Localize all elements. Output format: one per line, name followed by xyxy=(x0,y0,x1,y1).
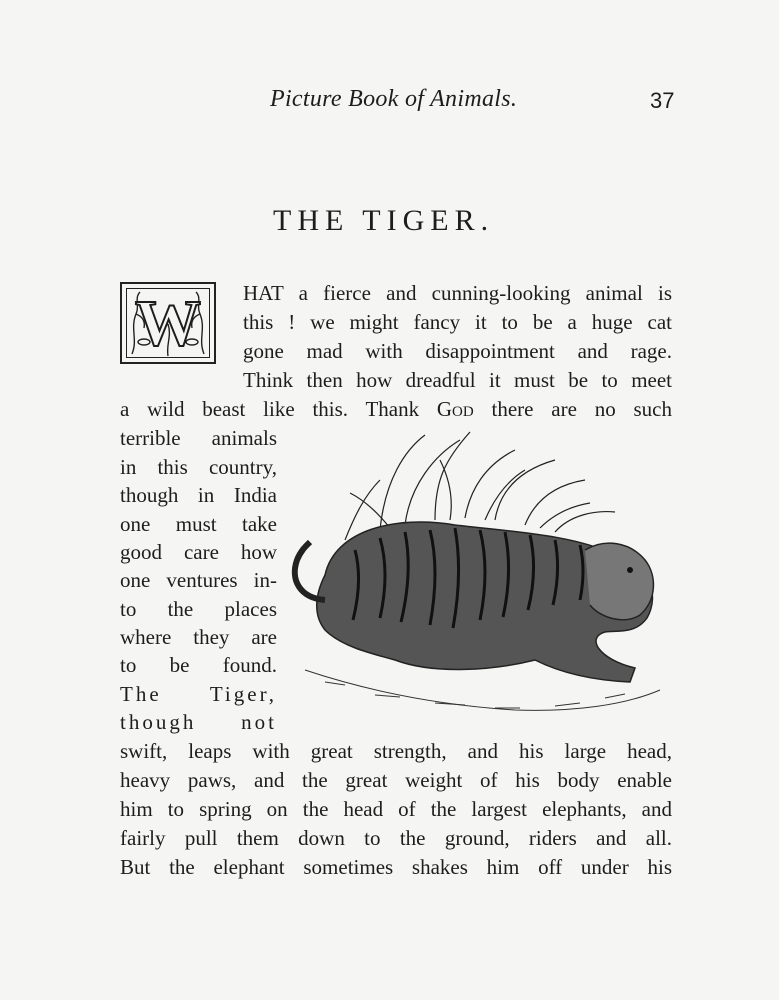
dropcap-letter: W xyxy=(135,287,201,360)
body-line: to be found. xyxy=(120,653,277,677)
body-line: terrible animals xyxy=(120,426,277,450)
body-line: gone mad with disappointment and rage. xyxy=(243,339,672,363)
body-line: though not xyxy=(120,710,277,734)
body-line: one must take xyxy=(120,512,277,536)
body-line: The Tiger, xyxy=(120,682,277,706)
body-line: good care how xyxy=(120,540,277,564)
body-line: one ventures in- xyxy=(120,568,277,592)
body-line: to the places xyxy=(120,597,277,621)
body-line: where they are xyxy=(120,625,277,649)
dropcap xyxy=(120,282,216,364)
body-line: this ! we might fancy it to be a huge cat xyxy=(243,310,672,334)
body-line: swift, leaps with great strength, and his large head, xyxy=(120,739,672,763)
article-title: THE TIGER. xyxy=(273,204,495,237)
page-number: 37 xyxy=(650,88,675,113)
body-line: Think then how dreadful it must be to meet xyxy=(243,368,672,392)
tiger-engraving-icon xyxy=(285,420,670,725)
body-line: HAT a fierce and cunning-looking animal is xyxy=(243,281,672,305)
body-text: there are no such xyxy=(473,397,672,421)
body-line: But the elephant sometimes shakes him off under his xyxy=(120,855,672,879)
body-line: him to spring on the head of the largest elephants, and xyxy=(120,797,672,821)
body-line: in this country, xyxy=(120,455,277,479)
body-line: though in India xyxy=(120,483,277,507)
body-line: heavy paws, and the great weight of his body enable xyxy=(120,768,672,792)
body-line: fairly pull them down to the ground, riders and all. xyxy=(120,826,672,850)
running-head: Picture Book of Animals. xyxy=(270,86,518,112)
body-text: a wild beast like this. Thank xyxy=(120,397,437,421)
god-word: God xyxy=(436,397,474,421)
body-line xyxy=(120,396,672,423)
